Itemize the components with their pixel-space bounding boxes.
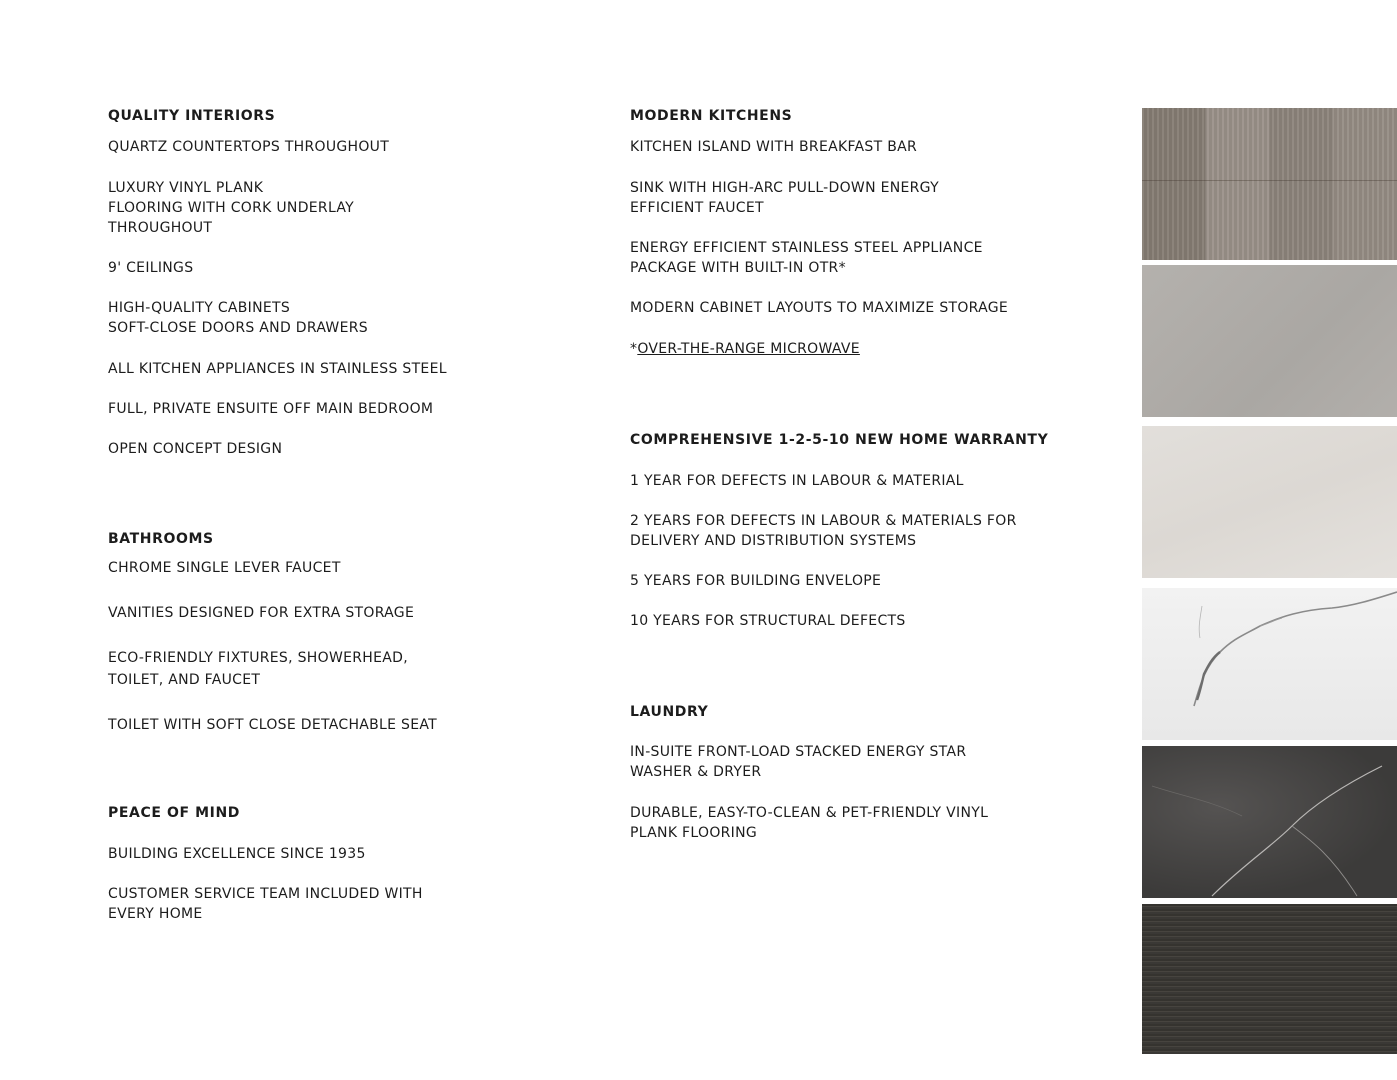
feature-item: CHROME SINGLE LEVER FAUCET	[108, 560, 341, 576]
peace-of-mind-heading: PEACE OF MIND	[108, 805, 240, 821]
grey-quartz-swatch	[1142, 265, 1397, 417]
feature-item: 5 YEARS FOR BUILDING ENVELOPE	[630, 573, 882, 589]
feature-item: HIGH-QUALITY CABINETS SOFT-CLOSE DOORS AND DRAWERS	[108, 300, 368, 336]
warranty-heading: COMPREHENSIVE 1-2-5-10 NEW HOME WARRANTY	[630, 432, 1049, 448]
feature-item: DURABLE, EASY-TO-CLEAN & PET-FRIENDLY VINYL PLANK FLOORING	[630, 805, 989, 841]
feature-item: TOILET WITH SOFT CLOSE DETACHABLE SEAT	[108, 717, 438, 733]
feature-item: IN-SUITE FRONT-LOAD STACKED ENERGY STAR WASHER & DRYER	[630, 744, 967, 780]
feature-item: ALL KITCHEN APPLIANCES IN STAINLESS STEEL	[108, 361, 447, 377]
feature-item: 1 YEAR FOR DEFECTS IN LABOUR & MATERIAL	[630, 473, 964, 489]
feature-item: ECO-FRIENDLY FIXTURES, SHOWERHEAD, TOILET, AND FAUCET	[108, 650, 408, 688]
laundry-heading: LAUNDRY	[630, 704, 709, 720]
feature-item: MODERN CABINET LAYOUTS TO MAXIMIZE STORAGE	[630, 300, 1009, 316]
feature-item: QUARTZ COUNTERTOPS THROUGHOUT	[108, 139, 390, 155]
feature-item: 9' CEILINGS	[108, 260, 194, 276]
feature-item: OPEN CONCEPT DESIGN	[108, 441, 283, 457]
light-quartz-swatch	[1142, 426, 1397, 578]
dark-wood-grain-swatch	[1142, 904, 1397, 1054]
feature-item: VANITIES DESIGNED FOR EXTRA STORAGE	[108, 605, 415, 621]
bathrooms-heading: BATHROOMS	[108, 531, 214, 547]
wood-plank-swatch	[1142, 108, 1397, 260]
feature-item: ENERGY EFFICIENT STAINLESS STEEL APPLIANCE PACKAGE WITH BUILT-IN OTR*	[630, 240, 983, 276]
marble-vein-graphic	[1142, 588, 1397, 740]
footnote	[630, 339, 860, 359]
modern-kitchens-heading: MODERN KITCHENS	[630, 108, 793, 124]
feature-item: SINK WITH HIGH-ARC PULL-DOWN ENERGY EFFICIENT FAUCET	[630, 180, 939, 216]
footnote-text: OVER-THE-RANGE MICROWAVE	[637, 341, 860, 357]
footnote-mark: *	[630, 341, 638, 357]
feature-item: 10 YEARS FOR STRUCTURAL DEFECTS	[630, 613, 906, 629]
white-marble-swatch	[1142, 588, 1397, 740]
feature-item: 2 YEARS FOR DEFECTS IN LABOUR & MATERIALS FOR DELIVERY AND DISTRIBUTION SYSTEMS	[630, 513, 1017, 549]
dark-marble-swatch	[1142, 746, 1397, 898]
quality-interiors-heading: QUALITY INTERIORS	[108, 108, 276, 124]
marble-vein-graphic	[1142, 746, 1397, 898]
feature-item: FULL, PRIVATE ENSUITE OFF MAIN BEDROOM	[108, 401, 434, 417]
feature-item: BUILDING EXCELLENCE SINCE 1935	[108, 846, 366, 862]
feature-item: LUXURY VINYL PLANK FLOORING WITH CORK UNDERLAY THROUGHOUT	[108, 180, 355, 236]
feature-item: KITCHEN ISLAND WITH BREAKFAST BAR	[630, 139, 918, 155]
feature-item: CUSTOMER SERVICE TEAM INCLUDED WITH EVERY HOME	[108, 886, 423, 922]
